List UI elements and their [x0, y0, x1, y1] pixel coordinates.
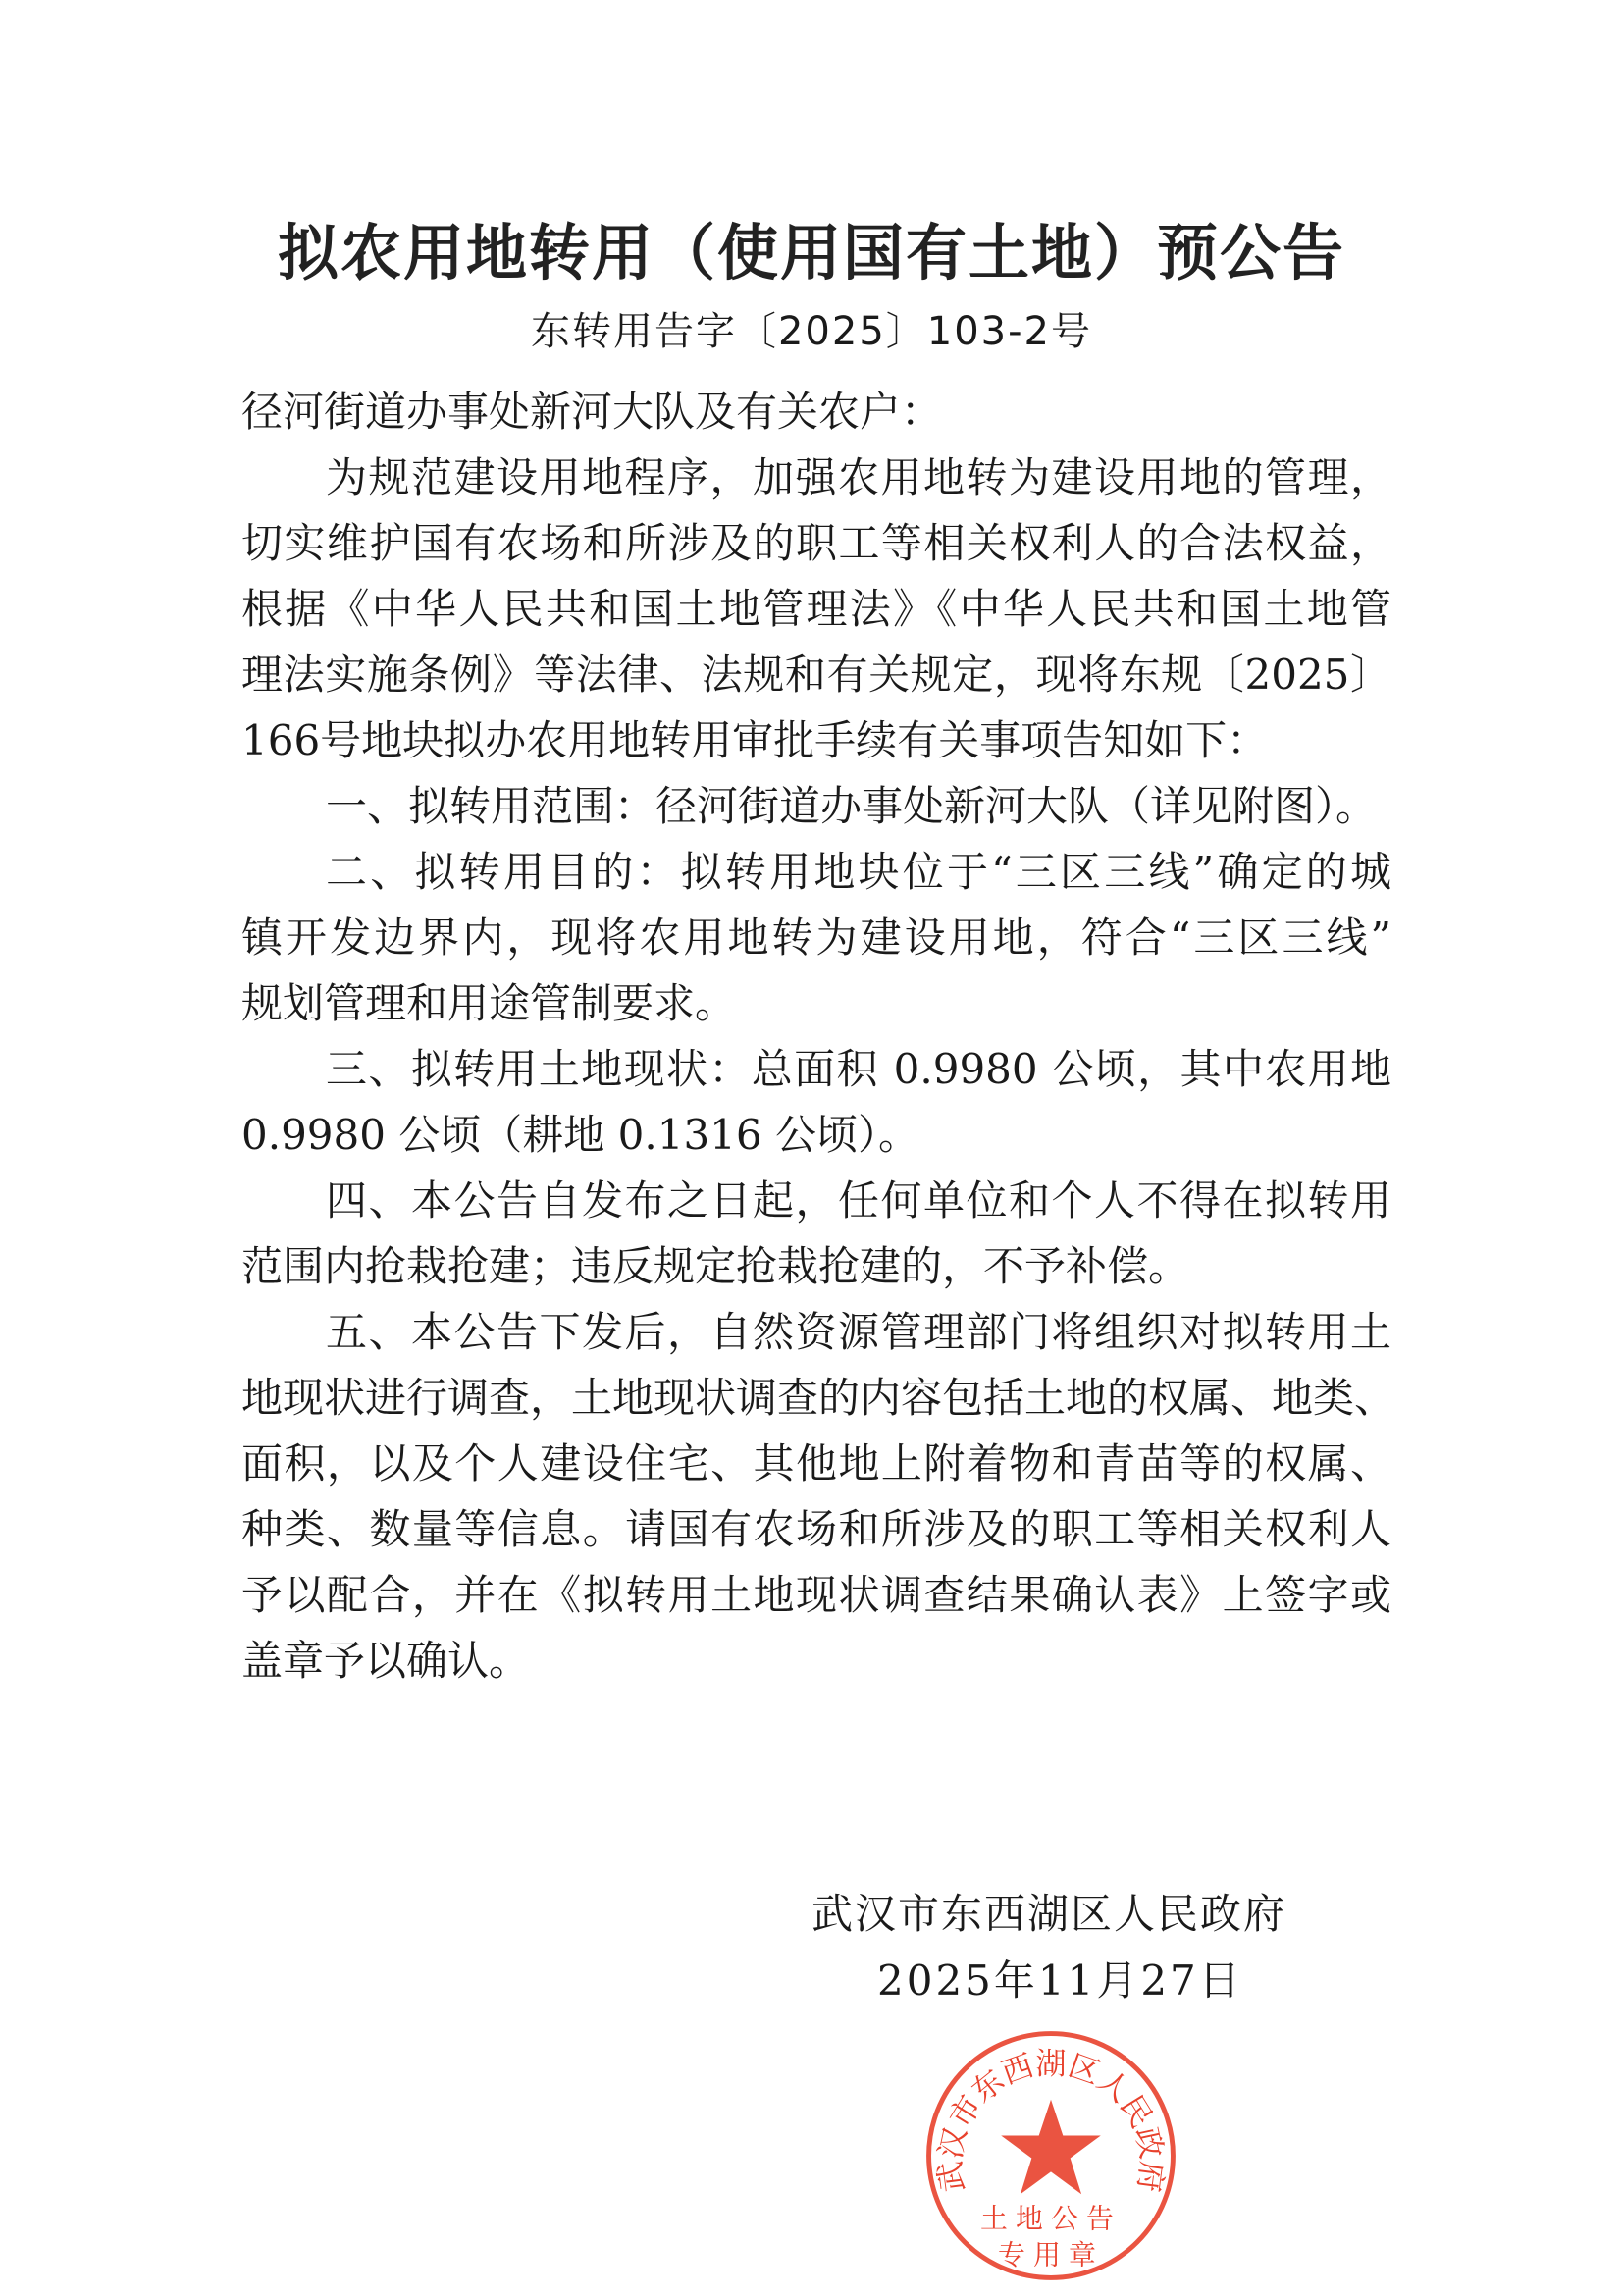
- paragraph-line: 二、拟转用目的：拟转用地块位于“三区三线”确定的城: [326, 848, 1391, 896]
- paragraph-line: 为规范建设用地程序，加强农用地转为建设用地的管理，: [326, 453, 1391, 501]
- official-seal-stamp: [922, 2027, 1179, 2284]
- issue-date: 2025年11月27日: [877, 1957, 1243, 2005]
- paragraph-line: 镇开发边界内，现将农用地转为建设用地，符合“三区三线”: [241, 913, 1391, 962]
- paragraph-line: 根据《中华人民共和国土地管理法》《中华人民共和国土地管: [241, 585, 1391, 633]
- document-body: [241, 379, 1396, 1694]
- paragraph-line: 予以配合，并在《拟转用土地现状调查结果确认表》上签字或: [241, 1571, 1391, 1619]
- paragraph-line: 规划管理和用途管制要求。: [241, 979, 737, 1027]
- paragraph-line: 0.9980 公顷（耕地 0.1316 公顷）。: [241, 1111, 919, 1159]
- page-title: 拟农用地转用（使用国有土地）预公告: [277, 217, 1345, 288]
- star-icon: [1001, 2100, 1101, 2195]
- paragraph-line: 166号地块拟办农用地转用审批手续有关事项告知如下：: [241, 716, 1269, 764]
- paragraph-line: 五、本公告下发后，自然资源管理部门将组织对拟转用土: [326, 1308, 1391, 1356]
- paragraph-line: 三、拟转用土地现状：总面积 0.9980 公顷，其中农用地: [326, 1045, 1391, 1093]
- paragraph-line: 地现状进行调查，土地现状调查的内容包括土地的权属、地类、: [241, 1374, 1396, 1422]
- stamp-ring-text: 武汉市东西湖区人民政府: [932, 2046, 1170, 2195]
- paragraph-line: 理法实施条例》等法律、法规和有关规定，现将东规〔2025〕: [241, 651, 1391, 699]
- addressee: 径河街道办事处新河大队及有关农户：: [241, 388, 943, 436]
- stamp-center-text-2: 专用章: [997, 2238, 1105, 2271]
- paragraph-line: 盖章予以确认。: [241, 1637, 531, 1685]
- paragraph-line: 切实维护国有农场和所涉及的职工等相关权利人的合法权益，: [241, 519, 1391, 567]
- paragraph-line: 四、本公告自发布之日起，任何单位和个人不得在拟转用: [326, 1176, 1391, 1225]
- document-number: 东转用告字〔2025〕103-2号: [530, 309, 1093, 354]
- stamp-center-text-1: 土地公告: [979, 2202, 1123, 2235]
- paragraph-line: 种类、数量等信息。请国有农场和所涉及的职工等相关权利人: [241, 1505, 1391, 1553]
- paragraph-line: 范围内抢栽抢建；违反规定抢栽抢建的，不予补偿。: [241, 1242, 1190, 1290]
- paragraph-line: 一、拟转用范围：径河街道办事处新河大队（详见附图）。: [326, 782, 1378, 830]
- paragraph-line: 面积，以及个人建设住宅、其他地上附着物和青苗等的权属、: [241, 1439, 1391, 1487]
- issuer-signature: 武汉市东西湖区人民政府: [812, 1890, 1287, 1938]
